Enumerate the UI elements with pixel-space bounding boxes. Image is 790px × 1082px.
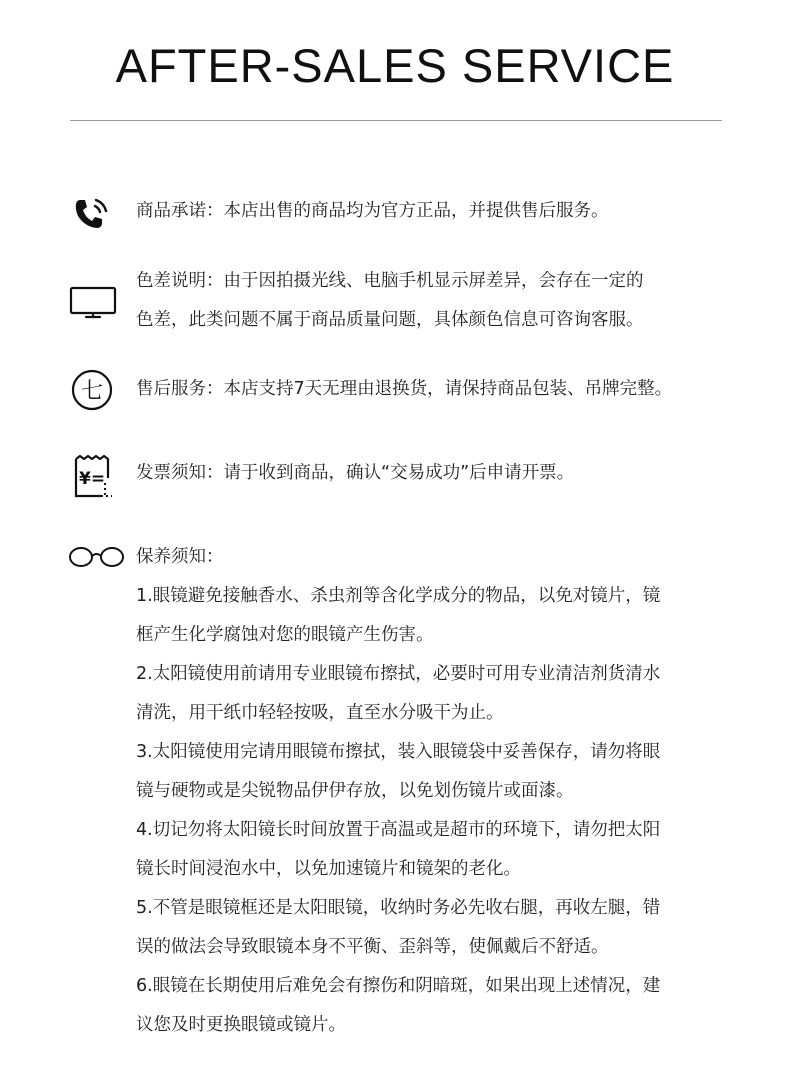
phone-icon — [68, 194, 124, 238]
page-title: AFTER-SALES SERVICE — [115, 39, 675, 92]
seven-circle-icon — [68, 368, 124, 412]
yen-glyph: ¥= — [79, 469, 106, 489]
section-text-line: 售后服务：本店支持7天无理由退换货，请保持商品包装、吊牌完整。 — [136, 379, 673, 399]
care-line: 误的做法会导致眼镜本身不平衡、歪斜等，使佩戴后不舒适。 — [136, 937, 609, 957]
section-text-line: 色差说明：由于因拍摄光线、电脑手机显示屏差异，会存在一定的 — [136, 271, 644, 291]
section-text-line: 商品承诺：本店出售的商品均为官方正品，并提供售后服务。 — [136, 201, 609, 221]
section-text-line: 发票须知：请于收到商品，确认“交易成功”后申请开票。 — [136, 463, 575, 483]
monitor-icon — [68, 282, 124, 326]
care-line: 镜与硬物或是尖锐物品伊伊存放，以免划伤镜片或面漆。 — [136, 781, 574, 801]
seven-glyph: 七 — [80, 379, 104, 404]
care-line: 1.眼镜避免接触香水、杀虫剂等含化学成分的物品，以免对镜片，镜 — [136, 586, 661, 606]
care-line: 5.不管是眼镜框还是太阳眼镜，收纳时务必先收右腿，再收左腿，错 — [136, 898, 661, 918]
title-divider — [70, 120, 722, 121]
invoice-icon — [68, 454, 124, 498]
care-line: 镜长时间浸泡水中，以免加速镜片和镜架的老化。 — [136, 859, 521, 879]
section-text-line: 色差，此类问题不属于商品质量问题，具体颜色信息可咨询客服。 — [136, 310, 644, 330]
care-line: 清洗，用干纸巾轻轻按吸，直至水分吸干为止。 — [136, 703, 504, 723]
care-line: 2.太阳镜使用前请用专业眼镜布擦拭，必要时可用专业清洁剂货清水 — [136, 664, 661, 684]
care-line: 4.切记勿将太阳镜长时间放置于高温或是超市的环境下，请勿把太阳 — [136, 820, 661, 840]
glasses-icon — [68, 538, 124, 582]
care-line: 3.太阳镜使用完请用眼镜布擦拭，装入眼镜袋中妥善保存，请勿将眼 — [136, 742, 661, 762]
care-line: 框产生化学腐蚀对您的眼镜产生伤害。 — [136, 625, 434, 645]
care-heading: 保养须知： — [136, 547, 224, 567]
care-line: 6.眼镜在长期使用后难免会有擦伤和阴暗斑，如果出现上述情况，建 — [136, 976, 661, 996]
care-line: 议您及时更换眼镜或镜片。 — [136, 1015, 346, 1035]
